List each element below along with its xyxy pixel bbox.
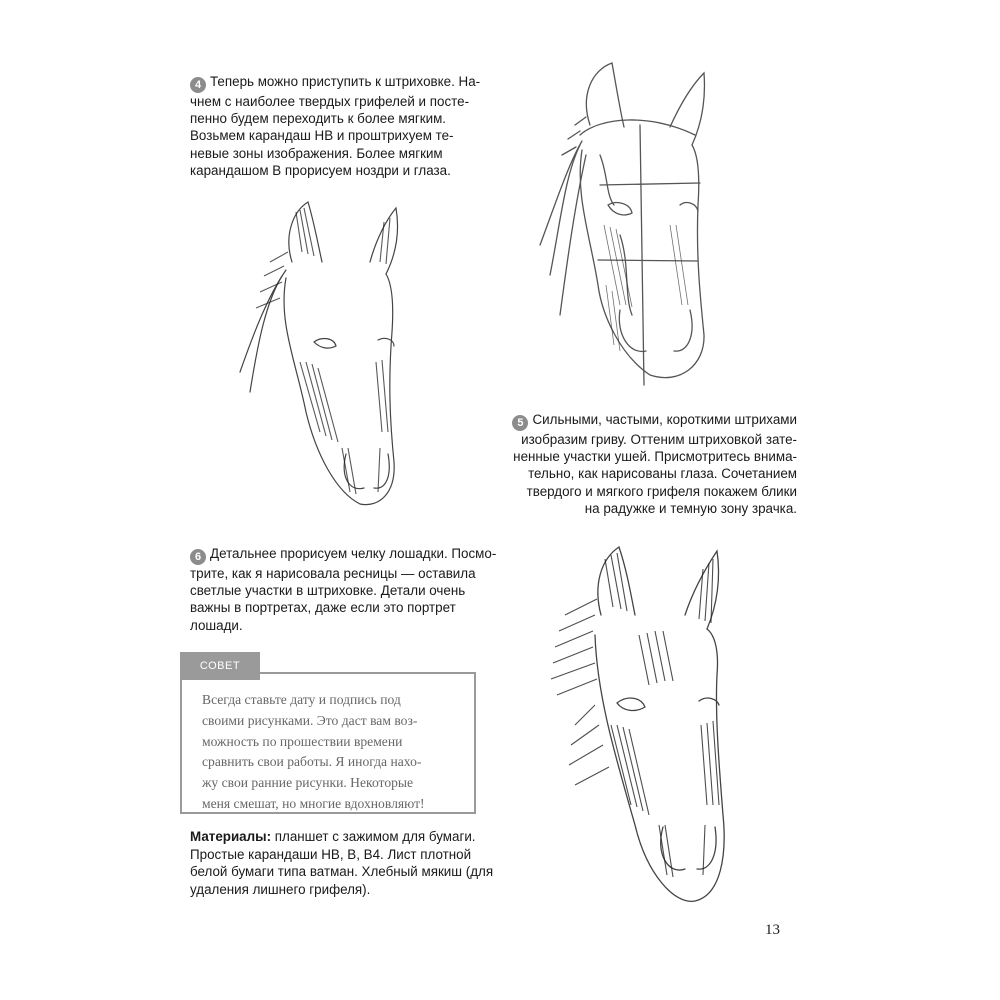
step-5-text xyxy=(497,411,797,517)
step-5-badge: 5 xyxy=(512,415,528,431)
step-6-line: Детальнее прорисуем челку лошадки. Посмо- xyxy=(210,546,497,561)
tip-line: Всегда ставьте дату и подпись под xyxy=(202,692,401,707)
tip-label: СОВЕТ xyxy=(180,652,260,680)
step-5-line: тельно, как нарисованы глаза. Сочетанием xyxy=(528,466,797,482)
step-4-line: чнем с наиболее твердых грифелей и посте- xyxy=(190,94,470,109)
step-4-badge: 4 xyxy=(190,77,206,93)
tip-line: меня смешат, но многие вдохновляют! xyxy=(202,795,425,811)
step-6-line: лошади. xyxy=(190,617,243,633)
step-6-line: важны в портретах, даже если это портрет xyxy=(190,600,456,616)
tip-line: можность по прошествии времени xyxy=(202,733,403,749)
step-4-line: невые зоны изображения. Более мягким xyxy=(190,145,443,161)
step-5-line: на радужке и темную зону зрачка. xyxy=(584,500,797,516)
tip-line: жу свои ранние рисунки. Некоторые xyxy=(202,775,414,791)
horse-sketch-shaded xyxy=(230,192,420,512)
materials-label: Материалы: xyxy=(190,829,272,844)
horse-sketch-outline xyxy=(520,55,720,395)
tip-line: сравнить свои работы. Я иногда нахо- xyxy=(202,754,422,770)
materials-line: белой бумаги типа ватман. Хлебный мякиш (для xyxy=(190,864,494,880)
step-4-text xyxy=(190,73,480,179)
step-5-line: твердого и мягкого грифеля покажем блики xyxy=(526,483,797,499)
step-4-line: карандашом B прорисуем ноздри и глаза. xyxy=(190,162,451,178)
tip-text xyxy=(202,690,464,815)
materials-line: планшет с зажимом для бумаги. xyxy=(271,829,476,844)
step-5-line: изобразим гриву. Оттеним штриховкой зате- xyxy=(521,432,797,447)
step-5-line: Сильными, частыми, короткими штрихами xyxy=(532,412,797,427)
step-6-line: трите, как я нарисовала ресницы — оставила xyxy=(190,566,476,581)
page-number: 13 xyxy=(765,922,780,938)
step-5-line: ненные участки ушей. Присмотритесь внима- xyxy=(513,449,797,465)
materials-line: удаления лишнего грифеля). xyxy=(190,881,371,897)
step-6-line: светлые участки в штриховке. Детали очень xyxy=(190,583,466,599)
tip-line: своими рисунками. Это даст вам воз- xyxy=(202,712,418,728)
materials-text xyxy=(190,828,494,898)
tip-box xyxy=(180,672,476,814)
step-4-line: пенно будем переходить к более мягким. xyxy=(190,111,447,127)
step-6-badge: 6 xyxy=(190,549,206,565)
horse-sketch-detailed xyxy=(535,535,755,920)
step-4-line: Возьмем карандаш HB и проштрихуем те- xyxy=(190,128,454,144)
step-4-line: Теперь можно приступить к штриховке. На- xyxy=(210,74,481,89)
step-6-text xyxy=(190,545,497,634)
materials-line: Простые карандаши HB, B, B4. Лист плотной xyxy=(190,846,472,862)
